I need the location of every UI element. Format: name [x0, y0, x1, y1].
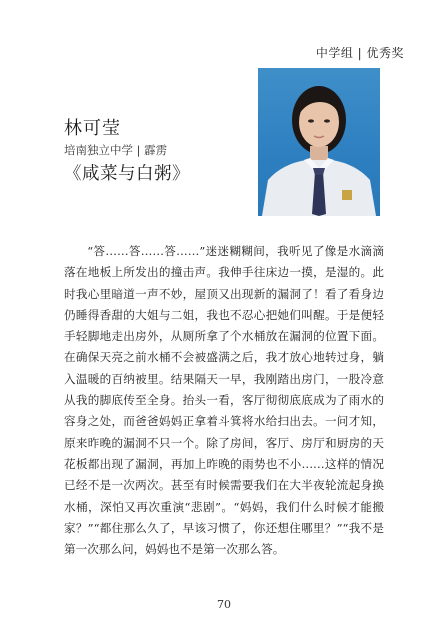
category-award-label: 中学组 | 优秀奖 [315, 46, 404, 60]
page-number: 70 [217, 598, 231, 611]
portrait-illustration [258, 68, 380, 216]
author-name: 林可莹 [64, 118, 121, 139]
author-photo [258, 68, 380, 216]
school-and-location: 培南独立中学 | 霹雳 [64, 143, 168, 157]
essay-title: 《咸菜与白粥》 [64, 164, 190, 184]
essay-paragraph: “答……答……答……”迷迷糊糊间，我听见了像是水滴滴落在地板上所发出的撞击声。我伸手往床边一摸，是湿的。此时我心里暗道一声不妙，屋顶又出现新的漏洞了！看了看身边仍睡得香甜的大姐与二姐，我也不忍心把她们叫醒。于是便轻手轻脚地走出房外，从厕所拿了个水桶放在漏洞的位置下面。在确保天亮之前水桶不会被盛满之后，我才放心地转过身，躺入温暖的百纳被里。结果隔天一早，我刚踏出房门，一股冷意从我的脚底传至全身。抬头一看，客厅彻彻底底成为了雨水的容身之处，而爸爸妈妈正拿着斗箕将水给扫出去。一问才知，原来昨晚的漏洞不只一个。除了房间，客厅、房厅和厨房的天花板都出现了漏洞，再加上昨晚的雨势也不小……这样的情况已经不是一次两次。甚至有时候需要我们在大半夜轮流起身换水桶，深怕又再次重演“悲剧”。“妈妈，我们什么时候才能搬家？”“都住那么久了，早该习惯了，你还想住哪里？”“我不是第一次那么问，妈妈也不是第一次那么答。 [64, 244, 384, 557]
